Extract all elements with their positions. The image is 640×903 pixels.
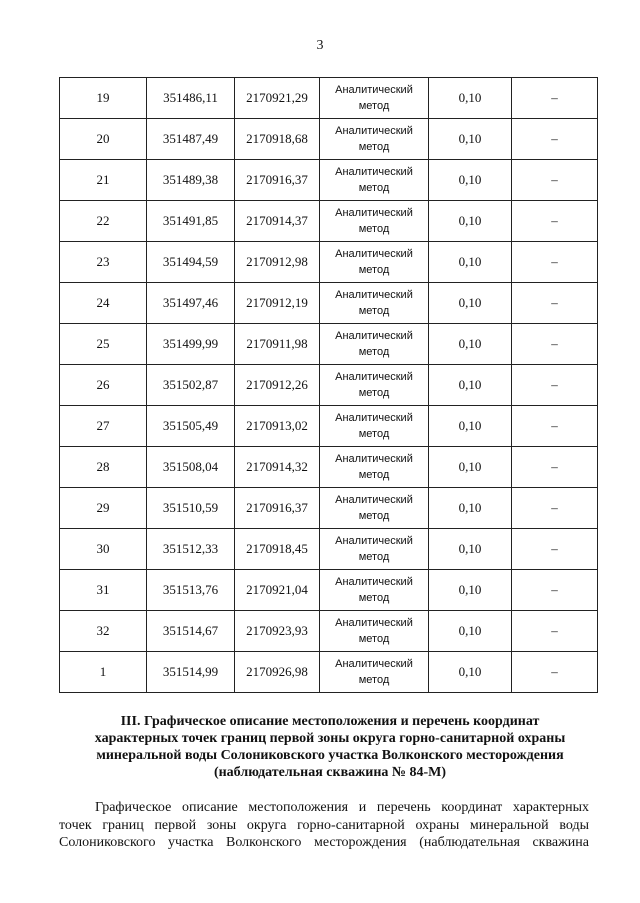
x-coordinate-cell: 351510,59 (147, 488, 235, 529)
note-cell: – (512, 611, 598, 652)
x-coordinate-cell: 351512,33 (147, 529, 235, 570)
point-number-cell: 29 (60, 488, 147, 529)
accuracy-cell: 0,10 (429, 652, 512, 693)
x-coordinate-cell: 351513,76 (147, 570, 235, 611)
point-number-cell: 20 (60, 119, 147, 160)
table-row (60, 447, 598, 488)
method-line-1: Аналитический (335, 617, 413, 629)
method-line-2: метод (358, 305, 390, 317)
point-number-cell: 32 (60, 611, 147, 652)
x-coordinate-cell: 351491,85 (147, 201, 235, 242)
table-row (60, 283, 598, 324)
body-paragraph-line: Солониковского участка Волконского месторождения (наблюдательная скважина (59, 835, 589, 850)
note-cell: – (512, 488, 598, 529)
y-coordinate-cell: 2170926,98 (235, 652, 320, 693)
accuracy-cell: 0,10 (429, 488, 512, 529)
section-heading (70, 713, 590, 781)
y-coordinate-cell: 2170912,26 (235, 365, 320, 406)
x-coordinate-cell: 351505,49 (147, 406, 235, 447)
x-coordinate-cell: 351487,49 (147, 119, 235, 160)
method-line-1: Аналитический (335, 330, 413, 342)
method-line-1: Аналитический (335, 453, 413, 465)
accuracy-cell: 0,10 (429, 611, 512, 652)
x-coordinate-cell: 351486,11 (147, 78, 235, 119)
table-row (60, 652, 598, 693)
y-coordinate-cell: 2170916,37 (235, 160, 320, 201)
note-cell: – (512, 570, 598, 611)
accuracy-cell: 0,10 (429, 201, 512, 242)
accuracy-cell: 0,10 (429, 406, 512, 447)
table-row (60, 406, 598, 447)
note-cell: – (512, 324, 598, 365)
note-cell: – (512, 365, 598, 406)
method-line-2: метод (358, 100, 390, 112)
y-coordinate-cell: 2170912,98 (235, 242, 320, 283)
body-paragraph-line: Графическое описание местоположения и перечень координат характерных (95, 800, 589, 815)
x-coordinate-cell: 351514,99 (147, 652, 235, 693)
point-number-cell: 23 (60, 242, 147, 283)
method-line-1: Аналитический (335, 248, 413, 260)
method-line-1: Аналитический (335, 576, 413, 588)
table-row (60, 611, 598, 652)
note-cell: – (512, 652, 598, 693)
table-row (60, 324, 598, 365)
method-cell (320, 652, 429, 693)
y-coordinate-cell: 2170918,68 (235, 119, 320, 160)
note-cell: – (512, 119, 598, 160)
body-paragraph-line: точек границ первой зоны округа горно-санитарной охраны минеральной воды (59, 817, 589, 833)
y-coordinate-cell: 2170914,32 (235, 447, 320, 488)
method-cell (320, 201, 429, 242)
table-row (60, 488, 598, 529)
method-cell (320, 447, 429, 488)
coordinates-table-body (60, 78, 598, 693)
method-line-1: Аналитический (335, 125, 413, 137)
point-number-cell: 28 (60, 447, 147, 488)
section-heading-line: (наблюдательная скважина № 84-М) (213, 765, 447, 780)
method-line-2: метод (358, 510, 390, 522)
method-line-2: метод (358, 428, 390, 440)
section-heading-line: характерных точек границ первой зоны округа горно-санитарной охраны (94, 731, 566, 746)
note-cell: – (512, 529, 598, 570)
method-line-2: метод (358, 141, 390, 153)
method-cell (320, 78, 429, 119)
x-coordinate-cell: 351502,87 (147, 365, 235, 406)
method-line-2: метод (358, 633, 390, 645)
table-row (60, 78, 598, 119)
accuracy-cell: 0,10 (429, 529, 512, 570)
point-number-cell: 24 (60, 283, 147, 324)
coordinates-table (59, 77, 598, 693)
method-cell (320, 406, 429, 447)
method-line-2: метод (358, 346, 390, 358)
method-line-2: метод (358, 182, 390, 194)
point-number-cell: 25 (60, 324, 147, 365)
method-line-1: Аналитический (335, 658, 413, 670)
y-coordinate-cell: 2170918,45 (235, 529, 320, 570)
table-row (60, 119, 598, 160)
point-number-cell: 21 (60, 160, 147, 201)
page-number: 3 (316, 38, 324, 53)
x-coordinate-cell: 351497,46 (147, 283, 235, 324)
method-cell (320, 365, 429, 406)
point-number-cell: 30 (60, 529, 147, 570)
accuracy-cell: 0,10 (429, 78, 512, 119)
y-coordinate-cell: 2170911,98 (235, 324, 320, 365)
table-row (60, 242, 598, 283)
x-coordinate-cell: 351514,67 (147, 611, 235, 652)
method-cell (320, 160, 429, 201)
note-cell: – (512, 406, 598, 447)
method-line-1: Аналитический (335, 494, 413, 506)
note-cell: – (512, 160, 598, 201)
y-coordinate-cell: 2170913,02 (235, 406, 320, 447)
y-coordinate-cell: 2170916,37 (235, 488, 320, 529)
note-cell: – (512, 242, 598, 283)
x-coordinate-cell: 351494,59 (147, 242, 235, 283)
method-line-1: Аналитический (335, 289, 413, 301)
method-line-1: Аналитический (335, 412, 413, 424)
y-coordinate-cell: 2170912,19 (235, 283, 320, 324)
point-number-cell: 1 (60, 652, 147, 693)
table-row (60, 365, 598, 406)
accuracy-cell: 0,10 (429, 242, 512, 283)
x-coordinate-cell: 351508,04 (147, 447, 235, 488)
note-cell: – (512, 201, 598, 242)
y-coordinate-cell: 2170921,04 (235, 570, 320, 611)
note-cell: – (512, 283, 598, 324)
method-line-2: метод (358, 264, 390, 276)
method-line-2: метод (358, 592, 390, 604)
method-line-2: метод (358, 551, 390, 563)
table-row (60, 570, 598, 611)
method-line-1: Аналитический (335, 84, 413, 96)
accuracy-cell: 0,10 (429, 160, 512, 201)
x-coordinate-cell: 351499,99 (147, 324, 235, 365)
method-cell (320, 242, 429, 283)
body-paragraph (59, 799, 589, 852)
x-coordinate-cell: 351489,38 (147, 160, 235, 201)
method-line-1: Аналитический (335, 166, 413, 178)
method-line-2: метод (358, 469, 390, 481)
method-cell (320, 611, 429, 652)
accuracy-cell: 0,10 (429, 570, 512, 611)
accuracy-cell: 0,10 (429, 283, 512, 324)
note-cell: – (512, 78, 598, 119)
method-line-1: Аналитический (335, 535, 413, 547)
method-cell (320, 324, 429, 365)
method-cell (320, 119, 429, 160)
accuracy-cell: 0,10 (429, 119, 512, 160)
method-line-2: метод (358, 223, 390, 235)
point-number-cell: 26 (60, 365, 147, 406)
table-row (60, 160, 598, 201)
method-cell (320, 529, 429, 570)
point-number-cell: 31 (60, 570, 147, 611)
y-coordinate-cell: 2170921,29 (235, 78, 320, 119)
accuracy-cell: 0,10 (429, 365, 512, 406)
method-cell (320, 488, 429, 529)
method-line-1: Аналитический (335, 371, 413, 383)
method-line-1: Аналитический (335, 207, 413, 219)
method-line-2: метод (358, 387, 390, 399)
table-row (60, 201, 598, 242)
section-heading-line: III. Графическое описание местоположения и перечень координат (120, 714, 540, 729)
y-coordinate-cell: 2170923,93 (235, 611, 320, 652)
point-number-cell: 19 (60, 78, 147, 119)
table-row (60, 529, 598, 570)
point-number-cell: 27 (60, 406, 147, 447)
method-cell (320, 570, 429, 611)
accuracy-cell: 0,10 (429, 324, 512, 365)
note-cell: – (512, 447, 598, 488)
point-number-cell: 22 (60, 201, 147, 242)
method-line-2: метод (358, 674, 390, 686)
y-coordinate-cell: 2170914,37 (235, 201, 320, 242)
accuracy-cell: 0,10 (429, 447, 512, 488)
section-heading-line: минеральной воды Солониковского участка Волконского месторождения (96, 748, 564, 763)
method-cell (320, 283, 429, 324)
